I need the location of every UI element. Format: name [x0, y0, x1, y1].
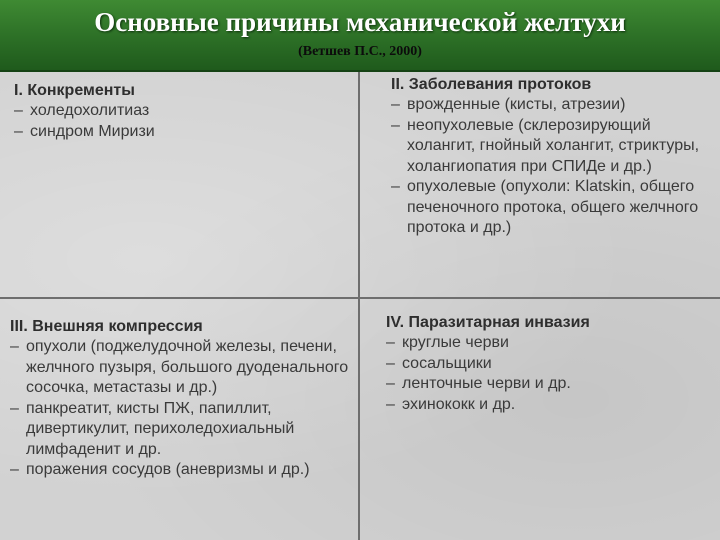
section-heading: IV. Паразитарная инвазия	[386, 314, 590, 331]
list-item	[14, 101, 352, 122]
list-item	[391, 177, 719, 239]
item-list	[386, 333, 716, 415]
item-text: синдром Миризи	[30, 122, 155, 140]
item-text: поражения сосудов (аневризмы и др.)	[26, 461, 310, 478]
item-text: круглые черви	[402, 334, 509, 351]
section-heading: III. Внешняя компрессия	[10, 318, 203, 335]
item-text: холедохолитиаз	[30, 102, 150, 119]
item-text: опухолевые (опухоли: Klatskin, общего печеночного протока, общего желчного протока и др.)	[407, 178, 699, 236]
scanned-page	[0, 72, 720, 540]
vertical-divider	[358, 72, 360, 540]
dash-marker: –	[386, 354, 395, 372]
dash-marker: –	[14, 102, 23, 119]
item-text: панкреатит, кисты ПЖ, папиллит, дивертикулит, перихоледохиальный лимфаденит и др.	[26, 399, 295, 458]
dash-marker: –	[386, 375, 395, 392]
dash-marker: –	[391, 116, 400, 134]
dash-marker: –	[386, 334, 395, 351]
item-list	[391, 95, 719, 239]
list-item	[10, 399, 355, 461]
list-item	[386, 374, 716, 395]
dash-marker: –	[10, 461, 19, 478]
dash-marker: –	[10, 399, 19, 417]
dash-marker: –	[386, 395, 395, 413]
item-text: врожденные (кисты, атрезии)	[407, 96, 626, 113]
list-item	[391, 95, 719, 116]
list-item	[10, 460, 355, 481]
list-item	[386, 354, 716, 375]
section-heading: II. Заболевания протоков	[391, 76, 592, 93]
list-item	[14, 122, 352, 143]
slide-subtitle: (Ветшев П.С., 2000)	[298, 44, 422, 59]
list-item	[386, 395, 716, 416]
section-duct-diseases	[391, 74, 719, 239]
slide-header	[0, 0, 720, 72]
item-text: опухоли (поджелудочной железы, печени, желчного пузыря, большого дуоденального сосочка, метастазы и др.)	[26, 338, 349, 396]
item-text: неопухолевые (склерозирующий холангит, гнойный холангит, стриктуры, холангиопатия при СПИДе и др.)	[407, 116, 700, 175]
item-list	[14, 101, 352, 142]
section-parasitic-invasion	[386, 312, 716, 415]
slide-title: Основные причины механической желтухи	[94, 7, 626, 37]
item-text: сосальщики	[402, 354, 492, 372]
item-list	[10, 337, 355, 481]
item-text: эхинококк и др.	[402, 395, 516, 413]
dash-marker: –	[391, 178, 400, 195]
section-external-compression	[10, 316, 355, 481]
section-heading: I. Конкременты	[14, 82, 135, 99]
dash-marker: –	[10, 338, 19, 355]
list-item	[391, 116, 719, 178]
horizontal-divider	[0, 297, 720, 299]
list-item	[10, 337, 355, 399]
dash-marker: –	[14, 122, 23, 140]
item-text: ленточные черви и др.	[402, 375, 571, 392]
dash-marker: –	[391, 96, 400, 113]
list-item	[386, 333, 716, 354]
section-stones	[14, 80, 352, 142]
